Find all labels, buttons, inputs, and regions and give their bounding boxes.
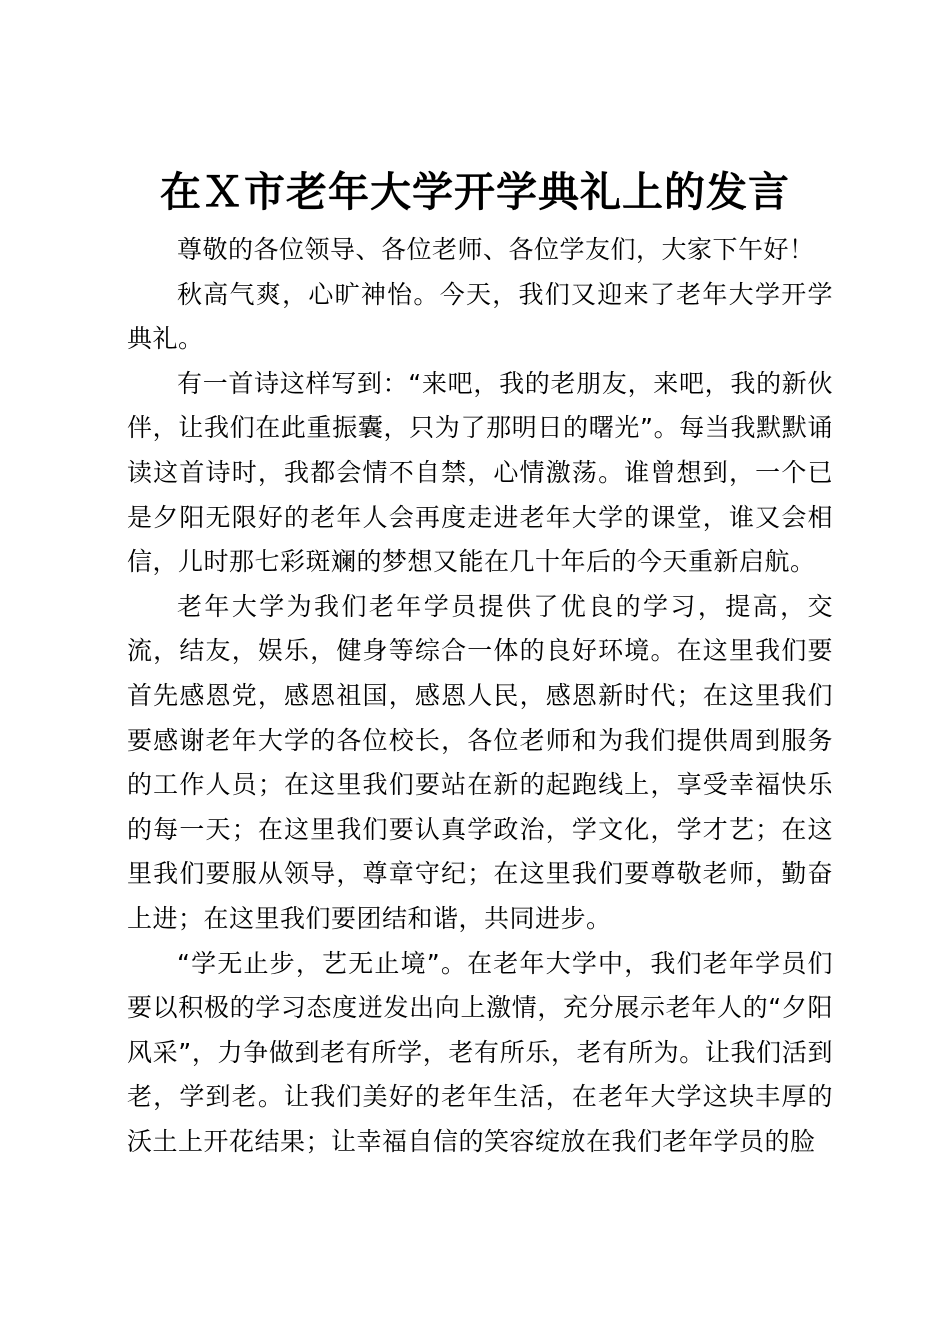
- document-body: [127, 228, 833, 1164]
- document-title: 在Ｘ市老年大学开学典礼上的发言: [160, 168, 790, 216]
- paragraph-greeting: 尊敬的各位领导、各位老师、各位学友们，大家下午好！: [177, 235, 815, 264]
- paragraph-learning: “学无止步，艺无止境”。在老年大学中，我们老年学员们要以积极的学习态度迸发出向上激情，充分展示老年人的“夕阳风采”，力争做到老有所学，老有所乐，老有所为。让我们活到老，学到老。让我们美好的老年生活，在老年大学这块丰厚的沃土上开花结果；让幸福自信的笑容绽放在我们老年学员的脸: [127, 948, 833, 1156]
- paragraph-opening: 秋高气爽，心旷神怡。今天，我们又迎来了老年大学开学典礼。: [127, 279, 833, 354]
- paragraph-poem: 有一首诗这样写到：“来吧，我的老朋友，来吧，我的新伙伴，让我们在此重振囊，只为了那明日的曙光”。每当我默默诵读这首诗时，我都会情不自禁，心情激荡。谁曾想到，一个已是夕阳无限好的老年人会再度走进老年大学的课堂，谁又会相信，儿时那七彩斑斓的梦想又能在几十年后的今天重新启航。: [127, 368, 833, 577]
- paragraph-gratitude: 老年大学为我们老年学员提供了优良的学习，提高，交流，结友，娱乐，健身等综合一体的良好环境。在这里我们要首先感恩党，感恩祖国，感恩人民，感恩新时代；在这里我们要感谢老年大学的各位校长，各位老师和为我们提供周到服务的工作人员；在这里我们要站在新的起跑线上，享受幸福快乐的每一天；在这里我们要认真学政治，学文化，学才艺；在这里我们要服从领导，尊章守纪；在这里我们要尊敬老师，勤奋上进；在这里我们要团结和谐，共同进步。: [127, 591, 833, 933]
